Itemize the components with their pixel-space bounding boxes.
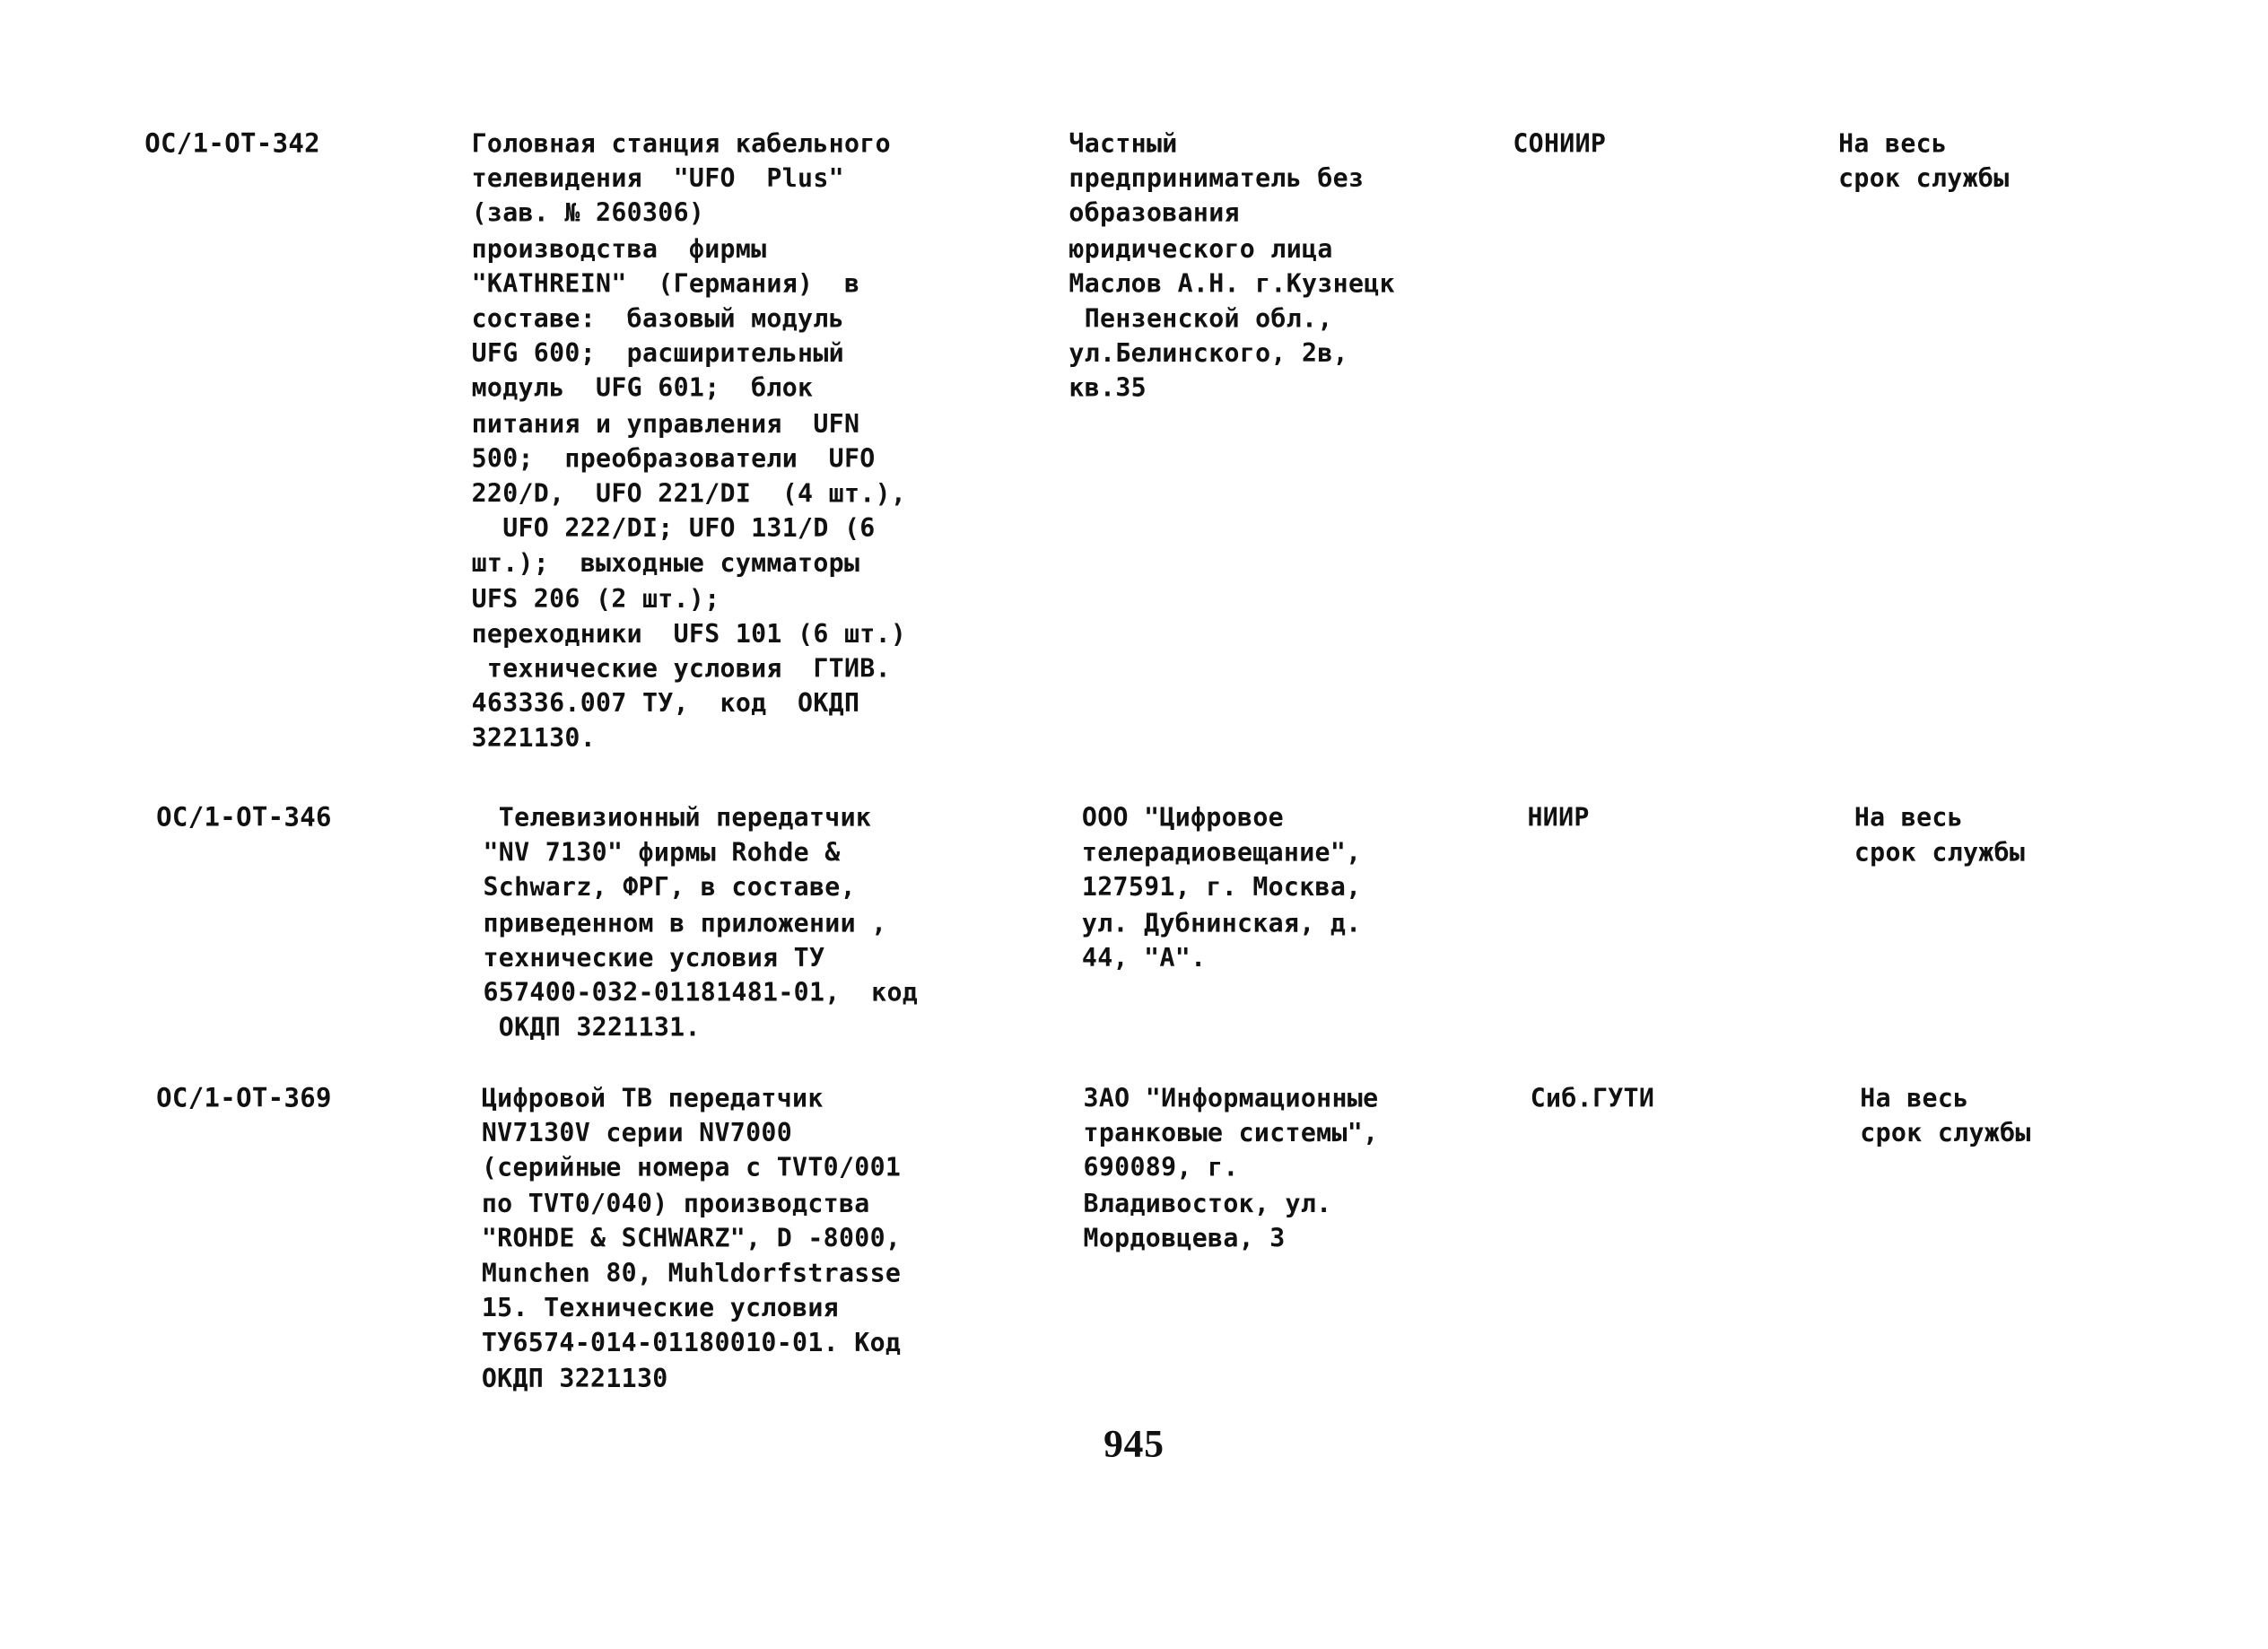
certificate-number: ОС/1-ОТ-342 — [144, 128, 320, 160]
validity-period: На весь срок службы — [1854, 804, 2026, 868]
equipment-description: Цифровой ТВ передатчик NV7130V серии NV7000 (серийные номера с TVT0/001 по TVT0/040) производства "ROHDE & SCHWARZ", D -8000, Munchen 80, Muhldorfstrasse 15. Технические условия ТУ6574-014-01180010-01. Код ОКДП 3221130 — [481, 1085, 902, 1394]
certificate-number: ОС/1-ОТ-346 — [156, 802, 332, 833]
applicant-details: Частный предприниматель без образования юридического лица Маслов А.Н. г.Кузнецк Пензенской обл., ул.Белинского, 2в, кв.35 — [1069, 130, 1395, 405]
page-number: 945 — [1103, 1421, 1165, 1466]
validity-period: На весь срок службы — [1860, 1085, 2031, 1149]
certification-body: Сиб.ГУТИ — [1530, 1085, 1655, 1114]
certification-body: НИИР — [1527, 804, 1590, 833]
certification-body: СОНИИР — [1513, 130, 1607, 160]
applicant-details: ЗАО "Информационные транковые системы", 690089, г. Владивосток, ул. Мордовцева, 3 — [1083, 1085, 1379, 1254]
certificate-number: ОС/1-ОТ-369 — [156, 1083, 332, 1114]
validity-period: На весь срок службы — [1838, 130, 2010, 195]
applicant-details: ООО "Цифровое телерадиовещание", 127591, г. Москва, ул. Дубнинская, д. 44, "А". — [1081, 804, 1362, 973]
equipment-description: Головная станция кабельного телевидения "UFO Plus" (зав. № 260306) производства фирмы "KATHREIN" (Германия) в составе: базовый модуль UFG 600; расширительный модуль UFG 601; блок питания и управления UFN 500; преобразователи UFO 220/D, UFO 221/DI (4 шт.), UFO 222/DI; UFO 131/D (6 шт.); выходные сумматоры UFS 206 (2 шт.); переходники UFS 101 (6 шт.) технические условия ГТИВ. 463336.007 ТУ, код ОКДП 3221130. — [471, 130, 907, 755]
equipment-description: Телевизионный передатчик "NV 7130" фирмы Rohde & Schwarz, ФРГ, в составе, приведенном в приложении , технические условия ТУ 657400-032-01181481-01, код ОКДП 3221131. — [483, 804, 919, 1043]
